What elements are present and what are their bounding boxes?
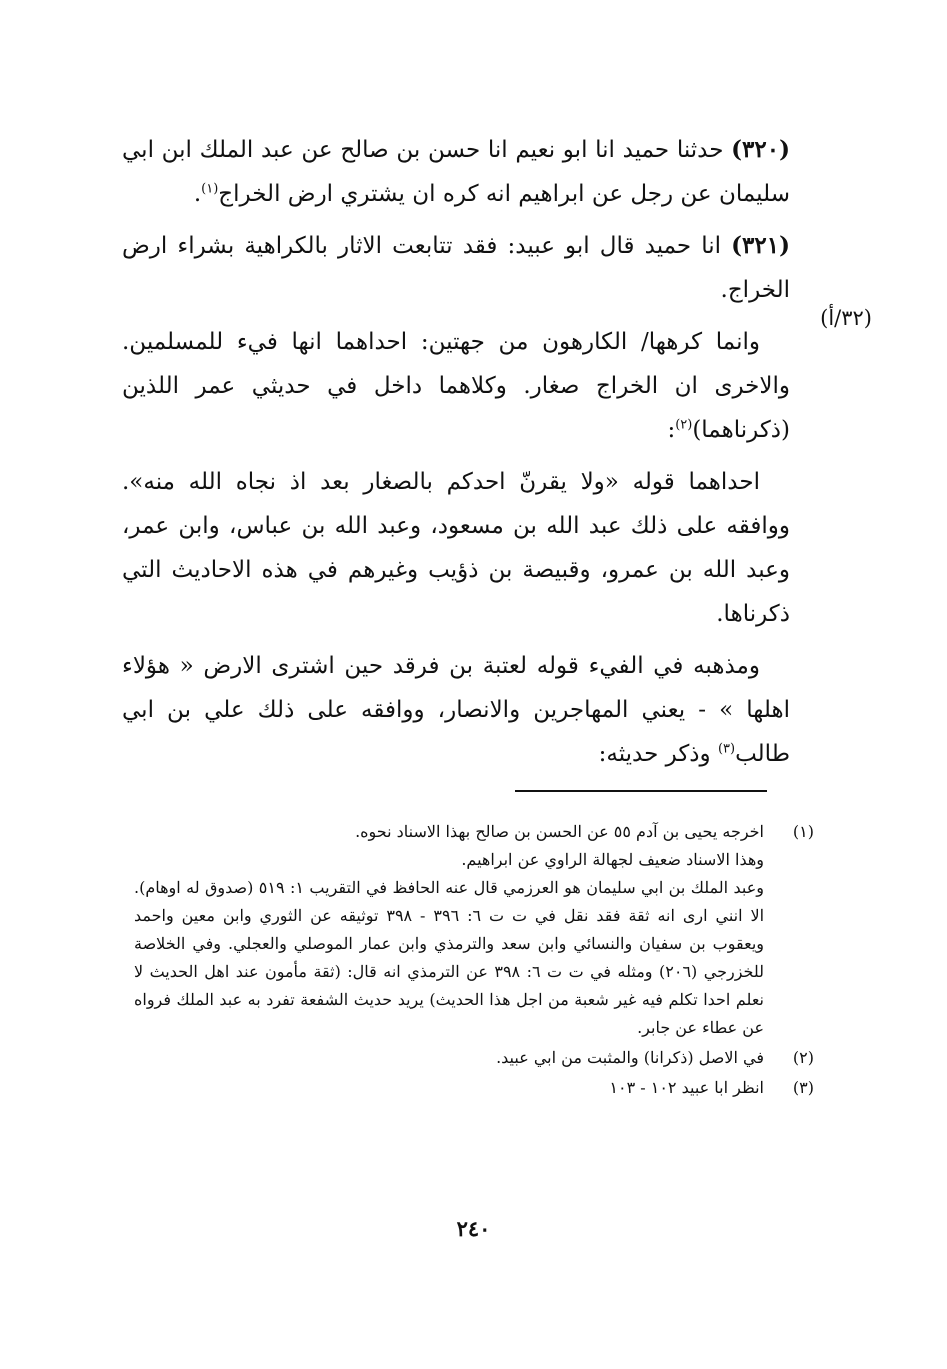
paragraph-second-aspect xyxy=(122,644,790,776)
paragraph-text: ومذهبه في الفيء قوله لعتبة بن فرقد حين اشترى الارض « هؤلاء اهلها » - يعني المهاجرين والانصار، ووافقه على ذلك علي بن ابي طالب xyxy=(122,653,790,767)
paragraph-text: وانما كرهها/ الكارهون من جهتين: احداهما انها فيء للمسلمين. والاخرى ان الخراج صغار. وكلاهما داخل في حديثي عمر اللذين (ذكرناهما) xyxy=(122,329,790,443)
footnote-body xyxy=(134,1044,764,1072)
footnote-body xyxy=(134,1074,764,1102)
footnote-ref[interactable]: (١) xyxy=(201,181,219,197)
hadith-number: (٣٢١) xyxy=(731,232,790,259)
footnotes-section xyxy=(134,818,814,1104)
hadith-number: (٣٢٠) xyxy=(731,136,790,163)
footnote-line: اخرجه يحيى بن آدم ٥٥ عن الحسن بن صالح بهذا الاسناد نحوه. xyxy=(355,822,764,841)
paragraph-end: وذكر حديثه: xyxy=(598,741,718,767)
footnote-ref[interactable]: (٣) xyxy=(717,741,736,757)
paragraph-first-aspect xyxy=(122,460,790,636)
paragraph-text: انا حميد قال ابو عبيد: فقد تتابعت الاثار بالكراهية بشراء ارض الخراج. xyxy=(122,233,790,303)
footnote-line: وعبد الملك بن ابي سليمان هو العرزمي قال عنه الحافظ في التقريب ١: ٥١٩ (صدوق له اوهام). الا انني ارى انه ثقة فقد نقل في ت ت ٦: ٣٩٦ - ٣٩٨ توثيقه عن الثوري وابن معين واحمد ويعقوب بن سفيان والنسائي وابن سعد والترمذي وابن عمار الموصلي والعجلي. وفي الخلاصة للخزرجي (٢٠٦) ومثله في ت ت ٦: ٣٩٨ عن الترمذي انه قال: (ثقة مأمون عند اهل الحديث لا نعلم احدا تكلم فيه غير شعبة من اجل هذا الحديث) يريد حديث الشفعة تفرد به عبد الملك فرواه عن عطاء عن جابر. xyxy=(134,878,765,1037)
footnote-line: وهذا الاسناد ضعيف لجهالة الراوي عن ابراهيم. xyxy=(461,850,764,869)
page-number: ٢٤٠ xyxy=(456,1216,491,1241)
paragraph-text: احداهما قوله «ولا يقرنّ احدكم بالصغار بعد اذ نجاه الله منه». ووافقه على ذلك عبد الله بن مسعود، وعبد الله بن عباس، وابن عمر، وعبد الله بن عمرو، وقبيصة بن ذؤيب وغيرهم في هذه الاحاديث التي ذكرناها. xyxy=(122,469,790,627)
marginal-folio-note: (٣٢/أ) xyxy=(820,306,872,330)
footnote-line: انظر ابا عبيد ١٠٢ - ١٠٣ xyxy=(609,1078,764,1097)
footnote-ref[interactable]: (٢) xyxy=(675,417,693,433)
footnote-number: (٢) xyxy=(792,1048,814,1067)
footnote-line: في الاصل (ذكرانا) والمثبت من ابي عبيد. xyxy=(496,1048,764,1067)
footnote-number: (١) xyxy=(792,822,814,841)
paragraph-end: . xyxy=(193,181,202,207)
paragraph-321 xyxy=(122,224,790,312)
paragraph-end: : xyxy=(667,417,676,443)
footnote-1 xyxy=(134,818,814,1042)
main-text-body xyxy=(122,128,790,784)
footnote-2 xyxy=(134,1044,814,1072)
footnote-body xyxy=(134,818,764,1042)
footnote-number: (٣) xyxy=(792,1078,814,1097)
paragraph-text: حدثنا حميد انا ابو نعيم انا حسن بن صالح عن عبد الملك ابن ابي سليمان عن رجل عن ابراهيم انه كره ان يشتري ارض الخراج xyxy=(122,137,790,207)
paragraph-32a xyxy=(122,320,790,452)
footnote-divider xyxy=(515,790,767,792)
paragraph-320 xyxy=(122,128,790,216)
footnote-3 xyxy=(134,1074,814,1102)
